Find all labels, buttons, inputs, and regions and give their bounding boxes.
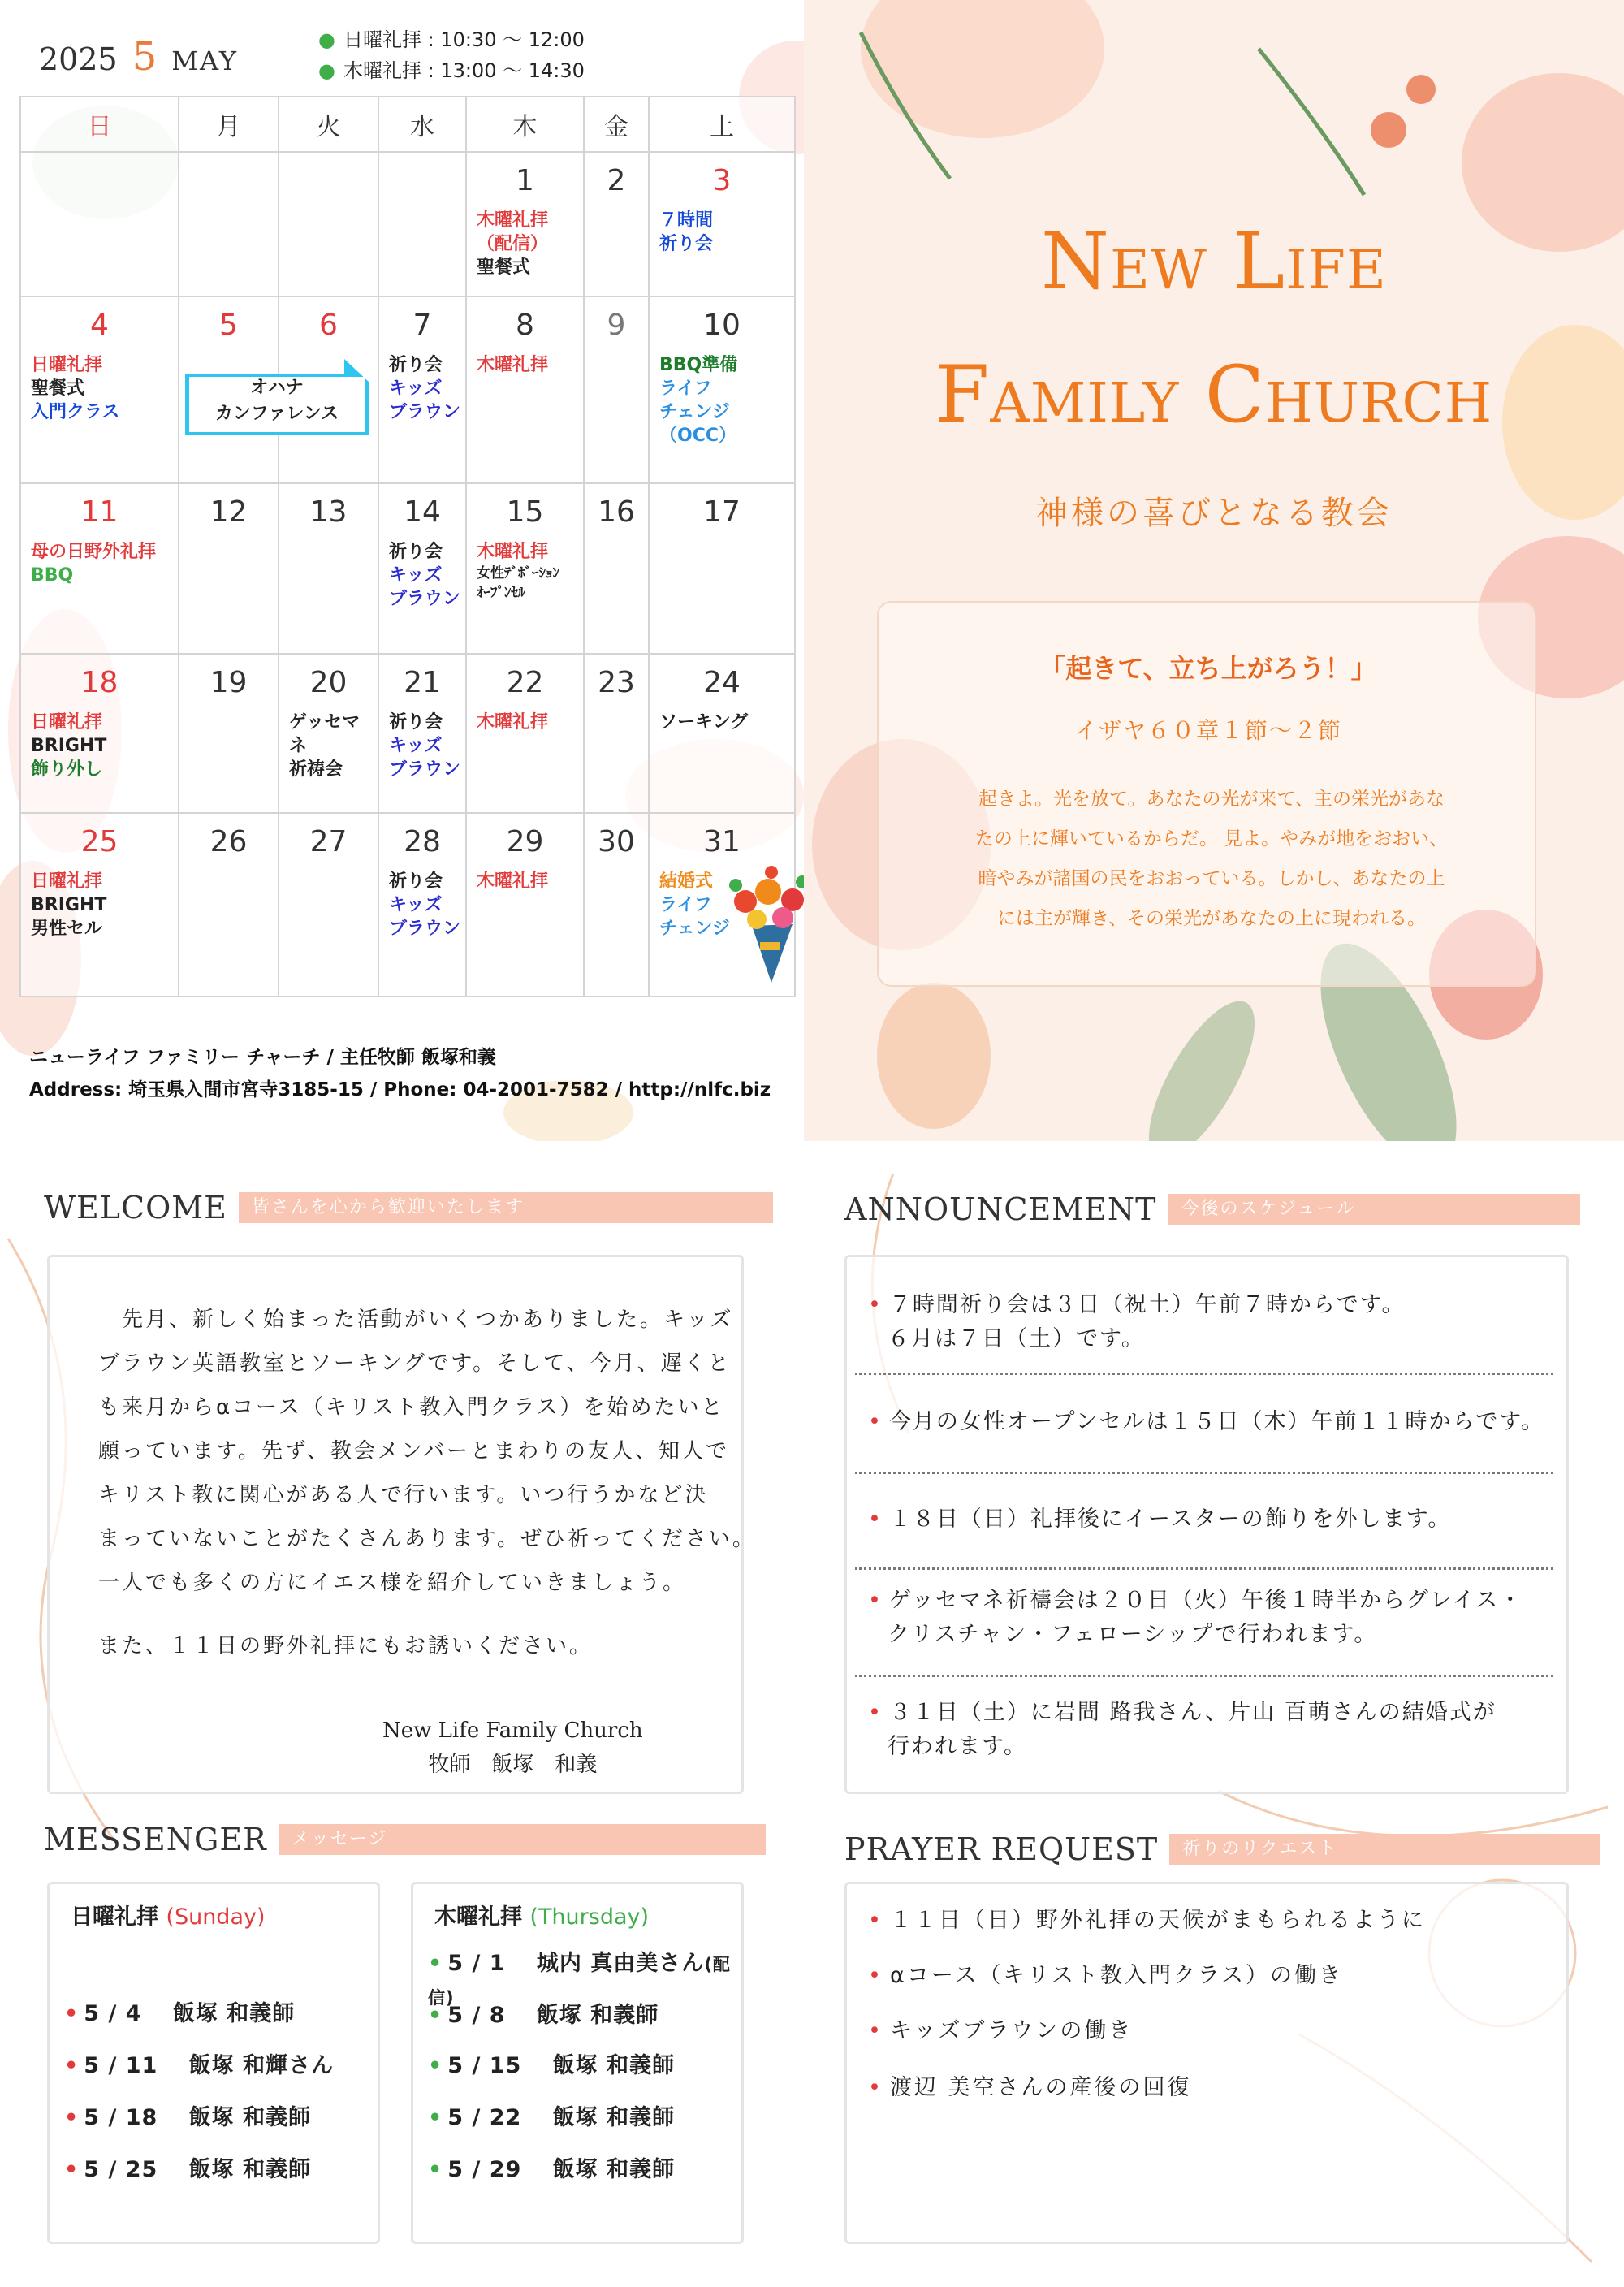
welcome-box [47,1255,756,1794]
weekday-header: 日 [20,97,179,152]
messenger-item: • 5 / 11 飯塚 和輝さん [64,2053,335,2078]
calendar-event: 聖餐式 [477,257,531,278]
day-number: 1 [516,164,534,197]
divider [855,1373,1553,1375]
announcement-subheading: 今後のスケジュール [1168,1194,1580,1225]
church-name [804,195,1624,461]
month-name: MAY [171,45,238,76]
welcome-header [44,1190,773,1226]
calendar-day [584,296,649,483]
messenger-heading: MESSENGER [44,1822,267,1857]
service-times [318,24,585,86]
announcement-item: • ７時間祈り会は３日（祝土）午前７時からです。 ６月は７日（土）です。 [868,1292,1406,1351]
church-contact [29,1041,771,1106]
calendar-day [20,654,179,813]
calendar-day [466,654,584,813]
calendar-day [179,654,279,813]
calendar-event: BRIGHT [31,895,107,915]
messenger-header [44,1822,766,1857]
prayer-item: • αコース（キリスト教入門クラス）の働き [868,1963,1344,1988]
calendar-event: 結婚式 [659,871,714,892]
year: 2025 [39,41,118,77]
calendar-panel [0,0,804,1141]
calendar-event: 祈り会 [389,712,443,733]
day-number: 30 [598,825,635,858]
messenger-item: • 5 / 4 飯塚 和義師 [64,2001,296,2026]
day-number: 4 [90,309,109,342]
calendar-event: 日曜礼拝 [31,355,103,375]
calendar-day [378,152,466,296]
day-number: 17 [703,495,741,529]
day-number: 22 [506,666,544,699]
thursday-messenger-box [411,1882,744,2244]
messenger-item: • 5 / 15 飯塚 和義師 [428,2053,676,2078]
calendar-day [20,483,179,654]
calendar-day [466,296,584,483]
calendar-day [378,296,466,483]
calendar-event: キッズ [389,378,443,399]
prayer-header [844,1831,1600,1867]
year-month [39,34,238,80]
service-time-thursday: ● 木曜礼拝 : 13:00 ～ 14:30 [318,59,585,82]
calendar-event: 祈り会 [389,355,443,375]
announcement-header [844,1191,1580,1227]
day-number: 2 [607,164,626,197]
calendar-event: BBQ [31,565,74,586]
calendar-event: 祈り会 [389,542,443,562]
day-number: 6 [319,309,338,342]
day-number: 7 [412,309,432,342]
welcome-message: 先月、新しく始まった活動がいくつかありました。キッズ ブラウン英語教室とソーキングです。そして、今月、遅くと も来月からαコース（キリスト教入門クラス）を始めたいと 願っています。先ず、教会メンバーとまわりの友人、知人で キリスト教に関心がある人で行います。いつ行うかなど決 まっていないことがたくさんあります。ぜひ祈ってください。 一人でも多くの方にイエス様を紹介していきましょう。 また、１１日の野外礼拝にもお誘いください。 [98,1308,756,1658]
sunday-messenger-box [47,1882,380,2244]
day-number: 5 [219,309,238,342]
announcement-item: • 今月の女性オープンセルは１５日（木）午前１１時からです。 [868,1409,1545,1434]
calendar-day [466,813,584,997]
calendar-day [378,654,466,813]
calendar-event: BBQ準備 [659,355,738,375]
announcement-box [844,1255,1569,1794]
day-number: 19 [209,666,248,699]
calendar-day [649,152,795,296]
messenger-item: • 5 / 29 飯塚 和義師 [428,2157,676,2182]
calendar-day [179,813,279,997]
day-number: 24 [703,666,741,699]
calendar-week [20,813,795,997]
day-number: 12 [209,495,248,529]
divider [855,1675,1553,1677]
messenger-item: • 5 / 1 城内 真由美さん(配信) [428,1951,731,2008]
day-number: 10 [703,309,741,342]
day-number [21,164,178,197]
calendar-event: 入門クラス [31,402,120,422]
day-number: 29 [506,825,544,858]
prayer-subheading: 祈りのリクエスト [1169,1834,1600,1865]
calendar-event: 木曜礼拝 [477,712,549,733]
service-time-sunday: ● 日曜礼拝 : 10:30 ～ 12:00 [318,28,585,51]
weekday-header: 月 [179,97,279,152]
day-number: 20 [309,666,348,699]
calendar-event: ブラウン [389,759,461,780]
calendar-event: BRIGHT [31,736,107,756]
day-number: 27 [309,825,348,858]
prayer-item: • キッズブラウンの働き [868,2018,1134,2043]
day-number: 11 [80,495,119,529]
day-number: 31 [703,825,741,858]
day-number: 15 [506,495,544,529]
calendar-event: ブラウン [389,589,461,609]
weekday-header: 木 [466,97,584,152]
thursday-label: 木曜礼拝 (Thursday) [434,1904,650,1930]
calendar-day [279,813,378,997]
verse-box [877,601,1536,987]
day-number: 21 [404,666,441,699]
calendar-event: 木曜礼拝 [477,542,549,562]
divider [855,1472,1553,1474]
church-name-line1: New Life [1041,216,1387,307]
calendar-event: 聖餐式 [31,378,85,399]
calendar-event: ゲッセマネ [289,712,361,756]
day-number: 23 [598,666,635,699]
calendar-event: キッズ [389,895,443,915]
calendar-day [466,483,584,654]
calendar-event: チェンジ [659,402,730,422]
day-number: 16 [598,495,635,529]
day-number: 26 [209,825,248,858]
prayer-item: • １１日（日）野外礼拝の天候がまもられるように [868,1908,1426,1933]
verse-text: 起きよ。光を放て。あなたの光が来て、主の栄光があな たの上に輝いているからだ。 見よ。やみが地をおおい、 暗やみが諸国の民をおおっている。しかし、あなたの上 には主が輝き、その栄光があなたの上に現われる。 [974,789,1449,929]
church-address-line: Address: 埼玉県入間市宮寺3185-15 / Phone: 04-2001-7582 / http://nlfc.biz [29,1079,771,1100]
messenger-item: • 5 / 8 飯塚 和義師 [428,2003,659,2028]
calendar-week [20,483,795,654]
messenger-item: • 5 / 22 飯塚 和義師 [428,2105,676,2130]
announcement-item: • ３１日（土）に岩間 路我さん、片山 百萌さんの結婚式が 行われます。 [868,1700,1497,1759]
weekday-header: 水 [378,97,466,152]
messenger-subheading: メッセージ [279,1824,766,1855]
sunday-label: 日曜礼拝 (Sunday) [71,1904,266,1930]
calendar-day [20,296,179,483]
verse-reference: イザヤ６０章１節～２節 [1073,717,1342,744]
calendar-day [279,654,378,813]
messenger-item: • 5 / 25 飯塚 和義師 [64,2157,312,2182]
day-number: 25 [80,825,119,858]
day-number: 3 [712,164,732,197]
month-number: 5 [132,34,158,80]
prayer-item: • 渡辺 美空さんの産後の回復 [868,2075,1192,2100]
weekday-header: 火 [279,97,378,152]
calendar-event: 母の日野外礼拝 [31,542,157,562]
calendar-event: （OCC） [659,426,736,446]
calendar-event: 木曜礼拝 [477,210,549,231]
calendar-event: 日曜礼拝 [31,871,103,892]
weekday-header: 金 [584,97,649,152]
calendar-day [584,152,649,296]
calendar-day [378,483,466,654]
announcement-item: • １８日（日）礼拝後にイースターの飾りを外します。 [868,1507,1452,1532]
calendar-event: チェンジ [659,919,730,939]
announcement-heading: ANNOUNCEMENT [844,1191,1157,1227]
day-number: 18 [80,666,119,699]
messenger-item: • 5 / 18 飯塚 和義師 [64,2105,312,2130]
welcome-subheading: 皆さんを心から歓迎いたします [239,1192,773,1223]
day-number: 13 [309,495,348,529]
calendar-day [584,813,649,997]
calendar-event: 男性セル [31,919,103,939]
day-number [379,164,465,197]
church-pastor-line: ニューライフ ファミリー チャーチ / 主任牧師 飯塚和義 [29,1047,496,1068]
calendar-event: ブラウン [389,402,461,422]
calendar-event: 飾り外し [31,759,103,780]
calendar-event: ｵｰﾌﾟﾝｾﾙ [477,585,525,601]
conference-label: オハナ カンファレンス [214,378,339,424]
day-number: 14 [404,495,441,529]
day-number [279,164,378,197]
calendar-event: 日曜礼拝 [31,712,103,733]
calendar-event: （配信） [477,234,549,254]
calendar-week [20,654,795,813]
calendar-event: 木曜礼拝 [477,355,549,375]
calendar-day [279,152,378,296]
calendar-day [649,654,795,813]
calendar-event: 祈り会 [659,234,714,254]
calendar-event: ブラウン [389,919,461,939]
calendar-event: ライフ [659,895,712,915]
calendar-day [20,813,179,997]
announcement-item: • ゲッセマネ祈禱会は２０日（火）午後１時半からグレイス・ クリスチャン・フェローシップで行われます。 [868,1588,1523,1647]
day-number: 28 [404,825,441,858]
welcome-heading: WELCOME [44,1190,227,1226]
calendar-event: 祈り会 [389,871,443,892]
welcome-signature: New Life Family Church 牧師 飯塚 和義 [382,1718,643,1777]
calendar-event: ７時間 [659,210,714,231]
divider [855,1567,1553,1570]
day-number [179,164,278,197]
bottom-section [0,1141,1624,2287]
calendar-event: ライフ [659,378,712,399]
prayer-heading: PRAYER REQUEST [844,1831,1159,1867]
calendar-day [179,152,279,296]
calendar-event: 木曜礼拝 [477,871,549,892]
church-name-line2: Family Church [935,349,1493,440]
verse-title: 「起きて、立ち上がろう！」 [1039,653,1377,684]
calendar-event: キッズ [389,565,443,586]
calendar-event: 祈祷会 [289,759,343,780]
calendar-event: ソーキング [659,712,749,733]
calendar-day [649,296,795,483]
calendar-day [378,813,466,997]
calendar-grid [19,96,796,997]
calendar-week [20,152,795,296]
calendar-day [279,483,378,654]
day-number: 9 [607,309,626,342]
title-panel [804,0,1624,1141]
calendar-week [20,296,795,483]
calendar-day [20,152,179,296]
calendar-day [649,483,795,654]
prayer-box [844,1882,1569,2244]
calendar-day [584,654,649,813]
calendar-day [179,483,279,654]
calendar-day [466,152,584,296]
calendar-event: キッズ [389,736,443,756]
weekday-header: 土 [649,97,795,152]
day-number: 8 [516,309,534,342]
calendar-event: 女性ﾃﾞﾎﾞｰｼｮﾝ [477,565,559,581]
tagline: 神様の喜びとなる教会 [1035,495,1393,532]
calendar-day [584,483,649,654]
